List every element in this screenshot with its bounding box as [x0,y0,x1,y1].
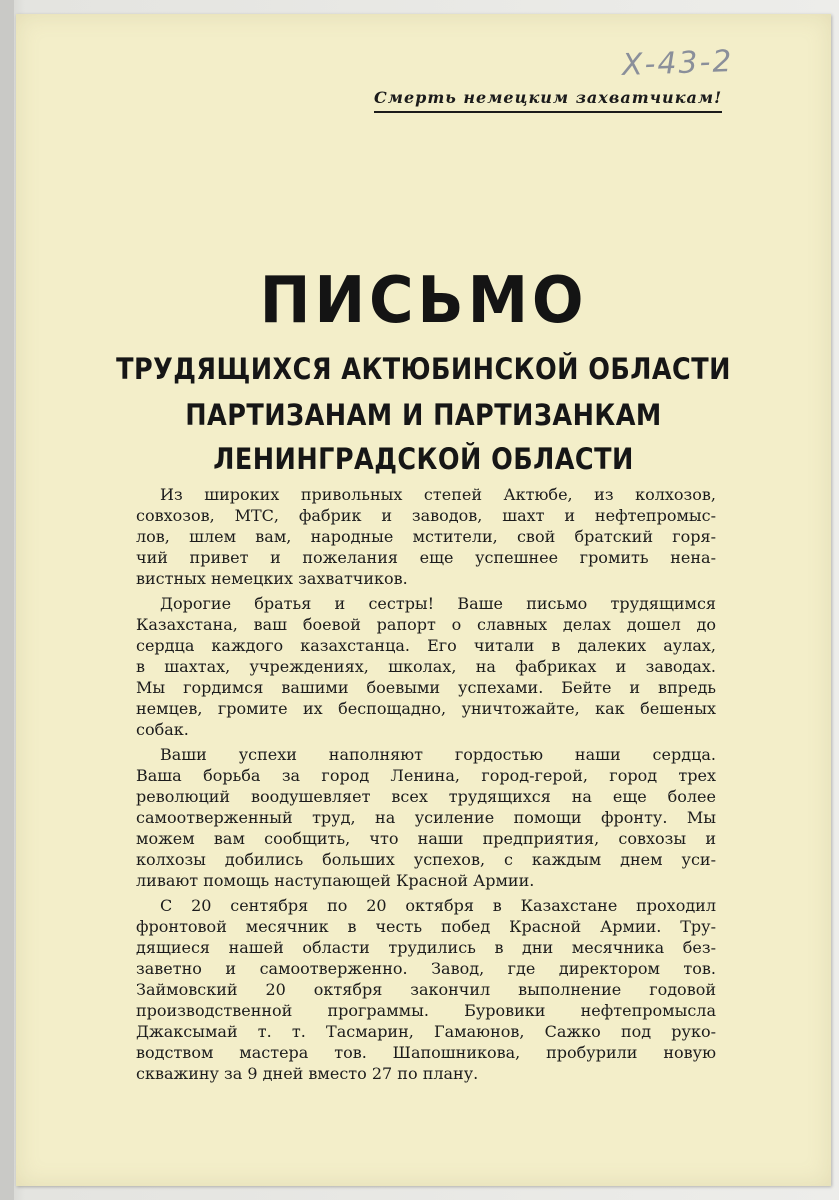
paragraph-1 [112,484,716,589]
text-line: фронтовой месячник в честь побед Красной Армии. Тру- [136,917,716,936]
text-line: ливают помощь наступающей Красной Армии. [136,871,535,890]
paragraph-4 [112,895,716,1084]
text-line: Джаксымай т. т. Тасмарин, Гамаюнов, Сажко под руко- [136,1022,716,1041]
text-line: Казахстана, ваш боевой рапорт о славных делах дошел до [136,615,716,634]
text-line: собак. [136,720,189,739]
subtitle-line-2: ПАРТИЗАНАМ И ПАРТИЗАНКАМ [185,398,662,432]
text-line: сердца каждого казахстанца. Его читали в далеких аулах, [136,636,716,655]
text-line: Из широких привольных степей Актюбе, из колхозов, [160,485,716,504]
text-line: самоотверженный труд, на усиление помощи фронту. Мы [136,808,716,827]
text-line: производственной программы. Буровики нефтепромысла [136,1001,716,1020]
slogan: Смерть немецким захватчикам! [374,88,722,113]
text-line: чий привет и пожелания еще успешнее громить нена- [136,548,716,567]
text-line: С 20 сентября по 20 октября в Казахстане проходил [160,896,716,915]
scan-edge-strip [0,0,14,1200]
text-line: Мы гордимся вашими боевыми успехами. Бейте и впредь [136,678,716,697]
text-line: вистных немецких захватчиков. [136,569,408,588]
text-line: совхозов, МТС, фабрик и заводов, шахт и нефтепромыс- [136,506,716,525]
text-line: можем вам сообщить, что наши предприятия, совхозы и [136,829,716,848]
text-line: немцев, громите их беспощадно, уничтожайте, как бешеных [136,699,716,718]
text-line: Займовский 20 октября закончил выполнение годовой [136,980,716,999]
document-page [16,14,831,1186]
text-line: водством мастера тов. Шапошникова, пробурили новую [136,1043,716,1062]
text-line: заветно и самоотверженно. Завод, где директором тов. [136,959,716,978]
document-title: ПИСЬМО [259,264,588,338]
text-line: скважину за 9 дней вместо 27 по плану. [136,1064,479,1083]
text-line: колхозы добились больших успехов, с каждым днем уси- [136,850,716,869]
text-line: лов, шлем вам, народные мстители, свой братский горя- [136,527,716,546]
text-line: в шахтах, учреждениях, школах, на фабриках и заводах. [136,657,716,676]
text-line: Дорогие братья и сестры! Ваше письмо трудящимся [160,594,716,613]
text-line: дящиеся нашей области трудились в дни месячника без- [136,938,716,957]
paragraph-3 [112,744,716,891]
text-line: революций воодушевляет всех трудящихся на еще более [136,787,716,806]
paragraph-2 [112,593,716,740]
letter-body [112,484,716,1084]
subtitle-line-1: ТРУДЯЩИХСЯ АКТЮБИНСКОЙ ОБЛАСТИ [116,352,731,386]
text-line: Ваша борьба за город Ленина, город-герой, город трех [136,766,716,785]
archive-shelf-mark: Х-43-2 [621,44,735,83]
text-line: Ваши успехи наполняют гордостью наши сердца. [160,745,716,764]
subtitle-line-3: ЛЕНИНГРАДСКОЙ ОБЛАСТИ [213,442,634,476]
